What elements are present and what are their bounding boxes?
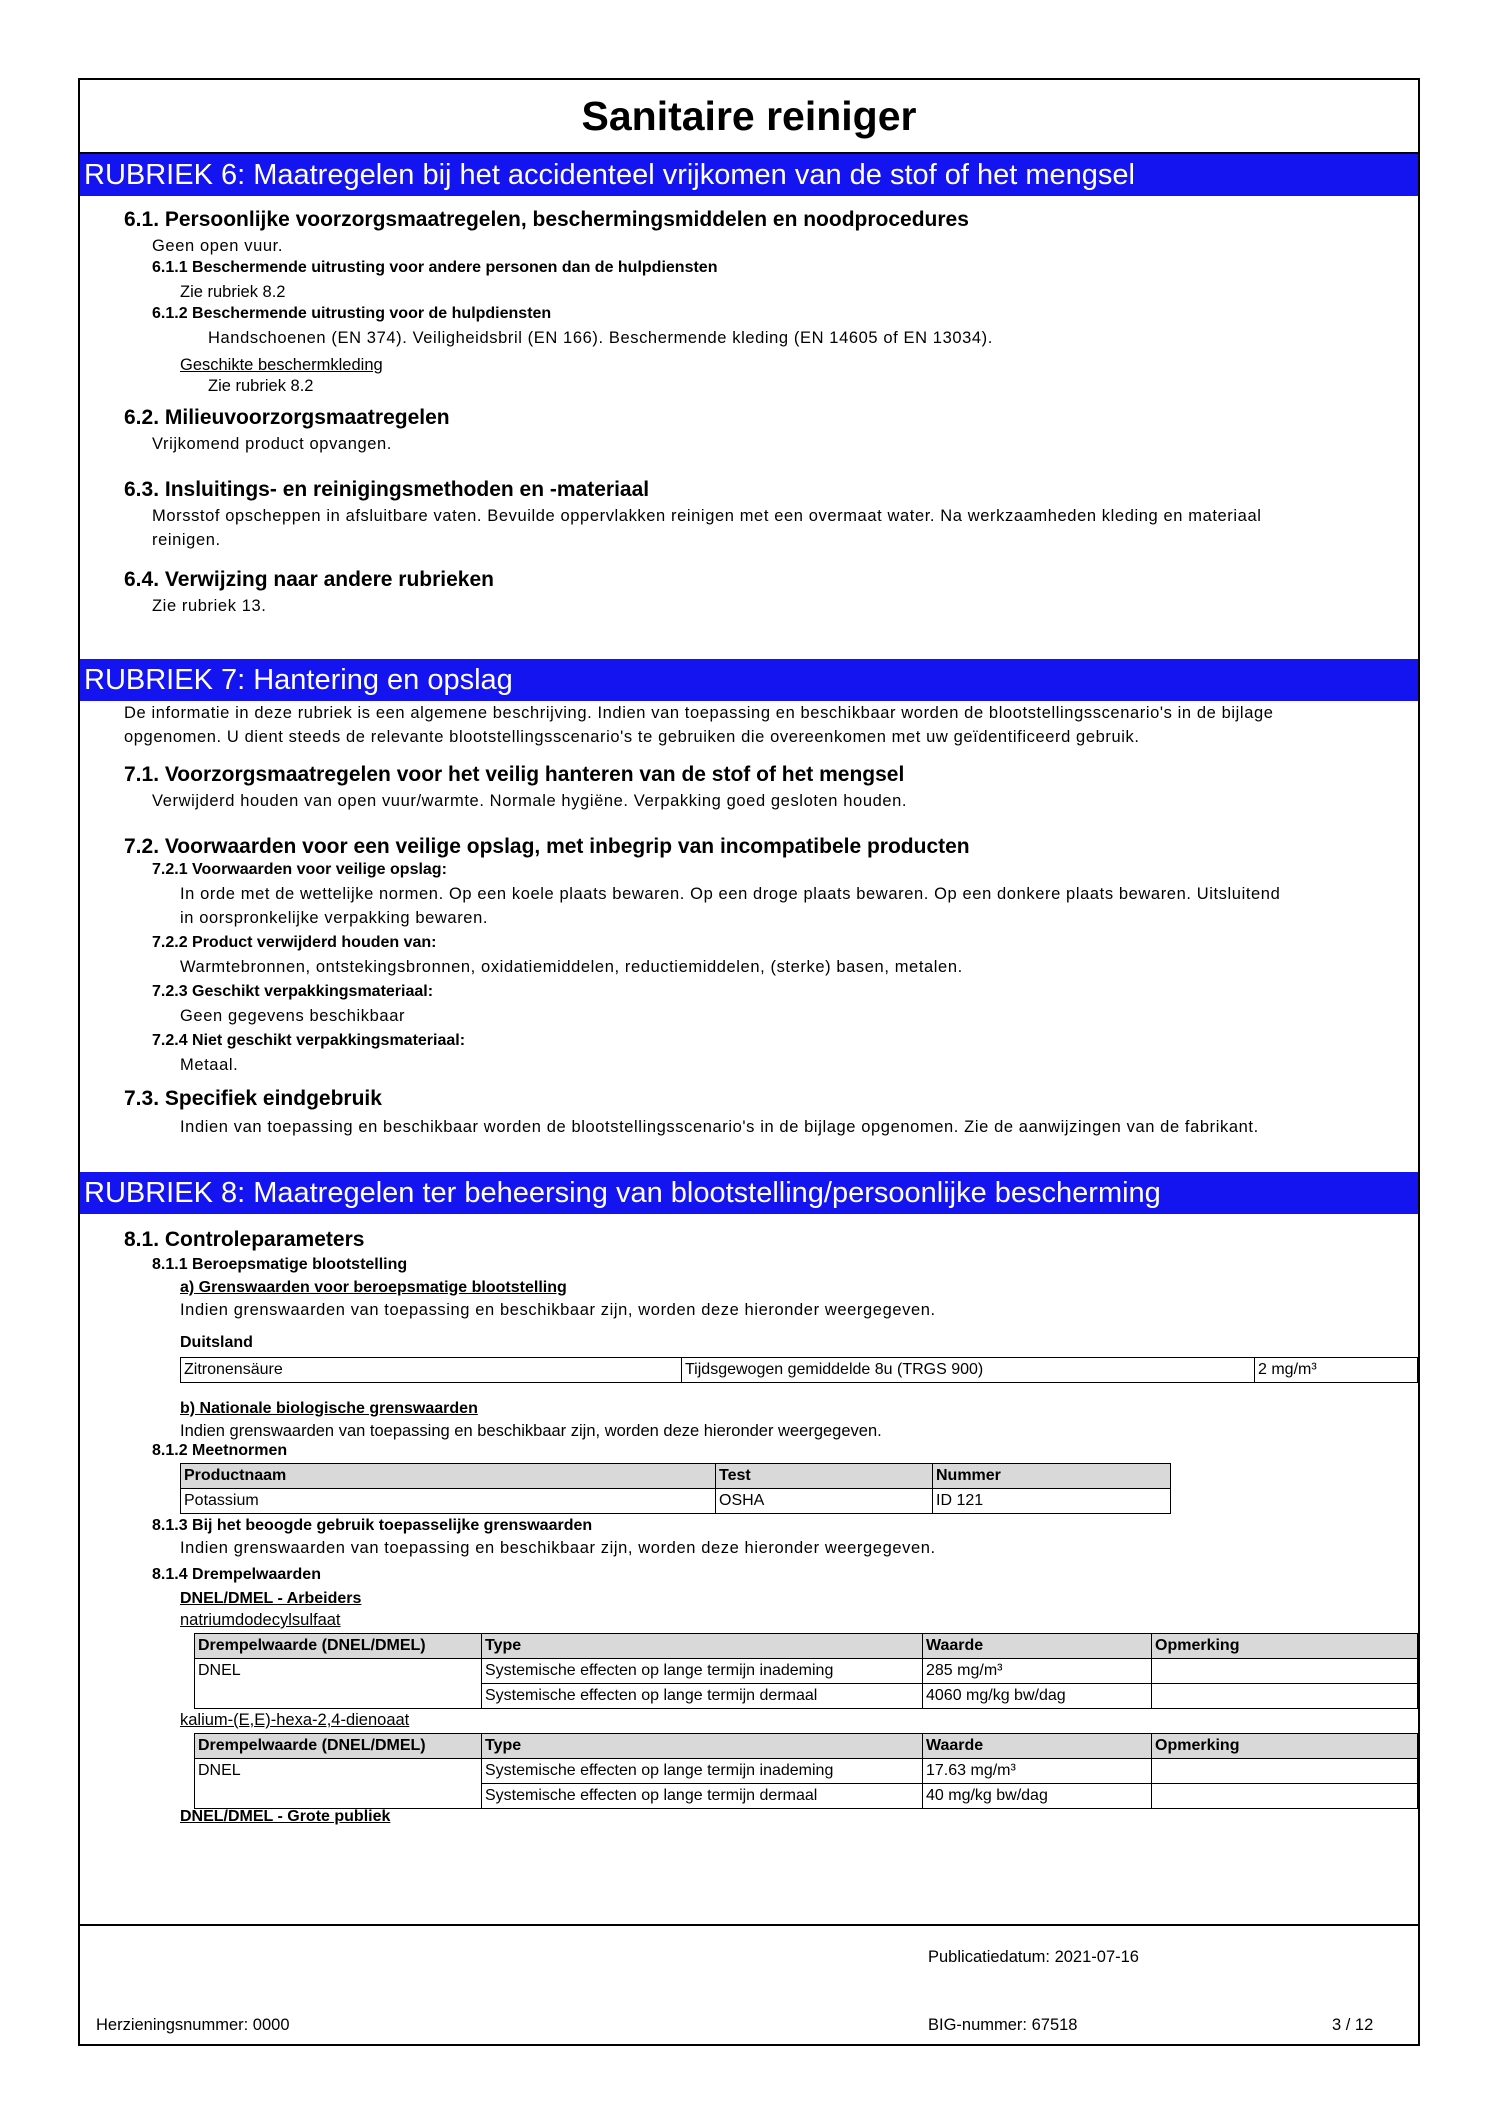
table-header-row	[195, 1634, 1418, 1659]
table-row	[181, 1358, 1418, 1383]
text-6-4: Zie rubriek 13.	[152, 597, 267, 615]
heading-6-2: 6.2. Milieuvoorzorgsmaatregelen	[124, 406, 450, 429]
heading-8-1-2: 8.1.2 Meetnormen	[152, 1442, 288, 1459]
table-header-cell: Type	[482, 1734, 923, 1759]
table-cell: Systemische effecten op lange termijn dermaal	[482, 1684, 923, 1709]
publication-date: Publicatiedatum: 2021-07-16	[928, 1948, 1139, 1966]
table-row	[195, 1684, 1418, 1709]
table-cell	[1152, 1684, 1418, 1709]
heading-6-1-1: 6.1.1 Beschermende uitrusting voor andere personen dan de hulpdiensten	[152, 259, 718, 276]
text-7-intro-line2: opgenomen. U dient steeds de relevante blootstellingsscenario's te gebruiken die overeenkomen met uw geïdentificeerd gebruik.	[124, 728, 1140, 746]
table-cell: 4060 mg/kg bw/dag	[923, 1684, 1152, 1709]
table-cell: DNEL	[195, 1759, 482, 1784]
revision-number: Herzieningsnummer: 0000	[96, 2016, 290, 2034]
country-label: Duitsland	[180, 1334, 253, 1351]
table-cell	[1152, 1659, 1418, 1684]
title-box	[80, 80, 1418, 154]
table-header-cell: Type	[482, 1634, 923, 1659]
table-cell: 17.63 mg/m³	[923, 1759, 1152, 1784]
section-8-header: RUBRIEK 8: Maatregelen ter beheersing van blootstelling/persoonlijke bescherming	[80, 1172, 1418, 1214]
heading-6-1: 6.1. Persoonlijke voorzorgsmaatregelen, beschermingsmiddelen en noodprocedures	[124, 208, 969, 231]
table-row	[195, 1659, 1418, 1684]
dnel-table-2	[194, 1733, 1418, 1809]
section-6-content	[80, 196, 1418, 659]
heading-7-3: 7.3. Specifiek eindgebruik	[124, 1087, 382, 1110]
table-header-cell: Test	[716, 1464, 933, 1489]
text-6-2: Vrijkomend product opvangen.	[152, 435, 392, 453]
table-cell: Zitronensäure	[181, 1358, 682, 1383]
section-8-content	[80, 1214, 1418, 1825]
text-6-1-2: Handschoenen (EN 374). Veiligheidsbril (EN 166). Beschermende kleding (EN 14605 of EN 13034).	[208, 329, 993, 347]
heading-8-1-4: 8.1.4 Drempelwaarden	[152, 1566, 321, 1583]
heading-dnel-workers: DNEL/DMEL - Arbeiders	[180, 1590, 362, 1607]
text-7-2-2: Warmtebronnen, ontstekingsbronnen, oxidatiemiddelen, reductiemiddelen, (sterke) basen, metalen.	[180, 958, 963, 976]
heading-8-1-1-b: b) Nationale biologische grenswaarden	[180, 1400, 478, 1417]
table-header-cell: Waarde	[923, 1734, 1152, 1759]
table-header-row	[181, 1464, 1171, 1489]
page-frame	[78, 78, 1420, 2046]
page-number: 3 / 12	[1332, 2016, 1374, 2034]
table-header-cell: Drempelwaarde (DNEL/DMEL)	[195, 1634, 482, 1659]
table-cell: 40 mg/kg bw/dag	[923, 1784, 1152, 1809]
text-6-1: Geen open vuur.	[152, 237, 284, 255]
text-7-2-1-line1: In orde met de wettelijke normen. Op een koele plaats bewaren. Op een droge plaats bewaren. Op een donkere plaats bewaren. Uitsluitend	[180, 885, 1281, 903]
heading-8-1: 8.1. Controleparameters	[124, 1228, 365, 1251]
text-6-1-1: Zie rubriek 8.2	[180, 283, 286, 301]
table-cell: Systemische effecten op lange termijn dermaal	[482, 1784, 923, 1809]
table-header-row	[195, 1734, 1418, 1759]
heading-8-1-3: 8.1.3 Bij het beoogde gebruik toepasselijke grenswaarden	[152, 1517, 593, 1534]
table-cell	[1152, 1784, 1418, 1809]
section-7-content	[80, 701, 1418, 1172]
table-cell: OSHA	[716, 1489, 933, 1514]
text-8-1-1-a: Indien grenswaarden van toepassing en beschikbaar zijn, worden deze hieronder weergegeven.	[180, 1301, 936, 1319]
limit-table	[180, 1357, 1418, 1383]
table-cell: Systemische effecten op lange termijn inademing	[482, 1759, 923, 1784]
table-header-cell: Waarde	[923, 1634, 1152, 1659]
table-cell: ID 121	[933, 1489, 1171, 1514]
table-header-cell: Opmerking	[1152, 1634, 1418, 1659]
text-7-3: Indien van toepassing en beschikbaar worden de blootstellingsscenario's in de bijlage opgenomen. Zie de aanwijzingen van de fabrikant.	[180, 1118, 1259, 1136]
heading-6-3: 6.3. Insluitings- en reinigingsmethoden en -materiaal	[124, 478, 650, 501]
text-8-1-1-b: Indien grenswaarden van toepassing en beschikbaar zijn, worden deze hieronder weergegeven.	[180, 1422, 882, 1440]
heading-7-2-4: 7.2.4 Niet geschikt verpakkingsmateriaal:	[152, 1032, 466, 1049]
text-6-3-line2: reinigen.	[152, 531, 221, 549]
text-6-3-line1: Morsstof opscheppen in afsluitbare vaten. Bevuilde oppervlakken reinigen met een overmaat water. Na werkzaamheden kleding en materiaal	[152, 507, 1262, 525]
heading-dnel-public: DNEL/DMEL - Grote publiek	[180, 1808, 391, 1825]
table-header-cell: Opmerking	[1152, 1734, 1418, 1759]
heading-8-1-1: 8.1.1 Beroepsmatige blootstelling	[152, 1256, 408, 1273]
substance-2-name: kalium-(E,E)-hexa-2,4-dienoaat	[180, 1711, 410, 1729]
heading-8-1-1-a: a) Grenswaarden voor beroepsmatige blootstelling	[180, 1279, 567, 1296]
heading-7-2-1: 7.2.1 Voorwaarden voor veilige opslag:	[152, 861, 447, 878]
table-cell: 285 mg/m³	[923, 1659, 1152, 1684]
table-cell: Tijdsgewogen gemiddelde 8u (TRGS 900)	[682, 1358, 1255, 1383]
table-cell	[195, 1684, 482, 1709]
text-protective-clothing: Zie rubriek 8.2	[208, 377, 314, 395]
table-cell: DNEL	[195, 1659, 482, 1684]
table-cell: Systemische effecten op lange termijn inademing	[482, 1659, 923, 1684]
section-6-header: RUBRIEK 6: Maatregelen bij het accidenteel vrijkomen van de stof of het mengsel	[80, 154, 1418, 196]
heading-7-2-3: 7.2.3 Geschikt verpakkingsmateriaal:	[152, 983, 434, 1000]
heading-7-2: 7.2. Voorwaarden voor een veilige opslag, met inbegrip van incompatibele producten	[124, 835, 970, 858]
text-7-2-1-line2: in oorspronkelijke verpakking bewaren.	[180, 909, 489, 927]
heading-7-2-2: 7.2.2 Product verwijderd houden van:	[152, 934, 437, 951]
table-cell: Potassium	[181, 1489, 716, 1514]
table-header-cell: Nummer	[933, 1464, 1171, 1489]
big-number: BIG-nummer: 67518	[928, 2016, 1078, 2034]
section-7-header: RUBRIEK 7: Hantering en opslag	[80, 659, 1418, 701]
document-title: Sanitaire reiniger	[581, 92, 917, 139]
heading-protective-clothing: Geschikte beschermkleding	[180, 356, 383, 374]
text-7-1: Verwijderd houden van open vuur/warmte. Normale hygiëne. Verpakking goed gesloten houden.	[152, 792, 908, 810]
heading-6-4: 6.4. Verwijzing naar andere rubrieken	[124, 568, 494, 591]
text-7-intro-line1: De informatie in deze rubriek is een algemene beschrijving. Indien van toepassing en beschikbaar worden de blootstellingsscenario's in de bijlage	[124, 704, 1274, 722]
heading-6-1-2: 6.1.2 Beschermende uitrusting voor de hulpdiensten	[152, 305, 552, 322]
meetnormen-table	[180, 1463, 1171, 1514]
table-header-cell: Productnaam	[181, 1464, 716, 1489]
page-footer	[80, 1924, 1418, 2044]
table-cell: 2 mg/m³	[1255, 1358, 1418, 1383]
table-cell	[195, 1784, 482, 1809]
table-cell	[1152, 1759, 1418, 1784]
dnel-table-1	[194, 1633, 1418, 1709]
table-row	[195, 1784, 1418, 1809]
table-row	[181, 1489, 1171, 1514]
table-header-cell: Drempelwaarde (DNEL/DMEL)	[195, 1734, 482, 1759]
text-7-2-3: Geen gegevens beschikbaar	[180, 1007, 406, 1025]
text-8-1-3: Indien grenswaarden van toepassing en beschikbaar zijn, worden deze hieronder weergegeven.	[180, 1539, 936, 1557]
table-row	[195, 1759, 1418, 1784]
text-7-2-4: Metaal.	[180, 1056, 239, 1074]
heading-7-1: 7.1. Voorzorgsmaatregelen voor het veilig hanteren van de stof of het mengsel	[124, 763, 905, 786]
substance-1-name: natriumdodecylsulfaat	[180, 1611, 341, 1629]
